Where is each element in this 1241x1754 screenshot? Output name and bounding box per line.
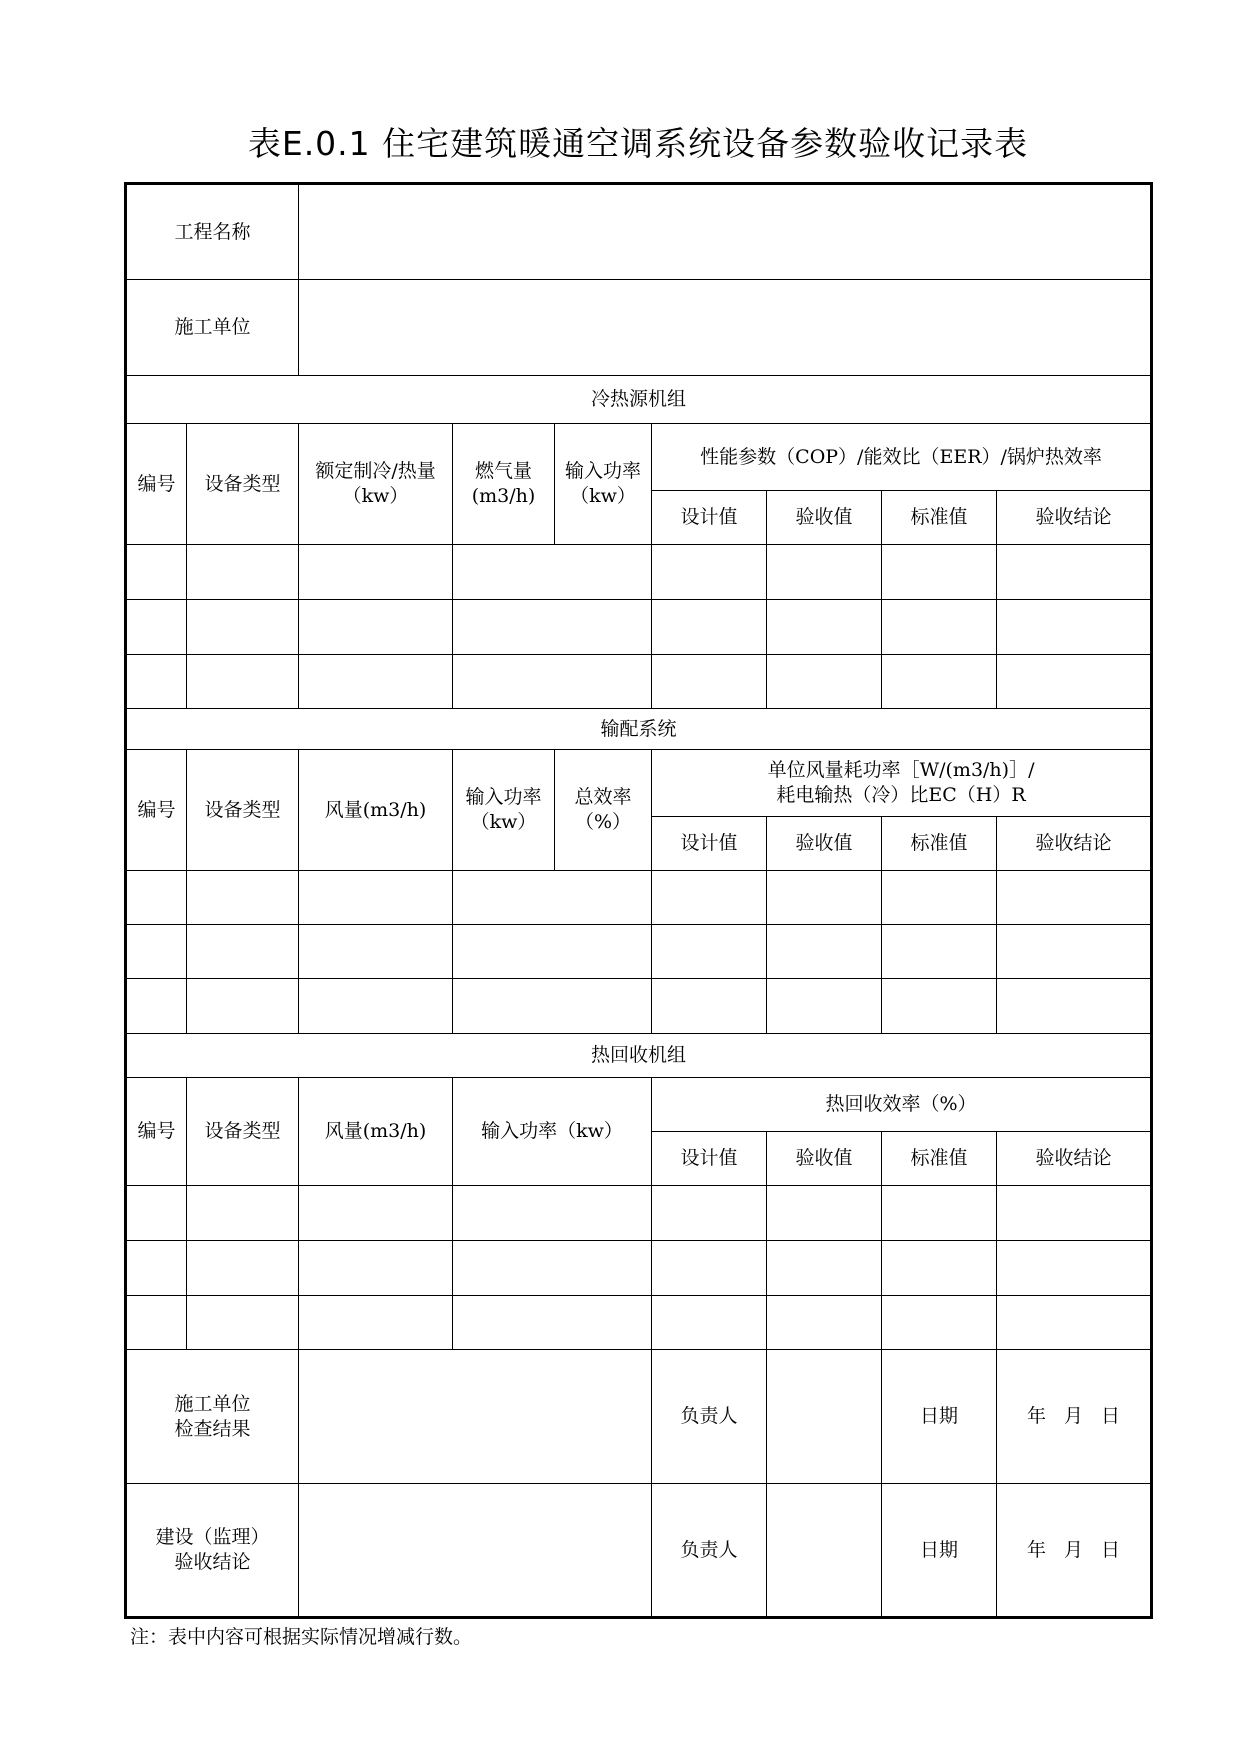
s2-sub-measured: 验收值 xyxy=(767,817,882,871)
supervisor-date-value[interactable]: 年 月 日 xyxy=(997,1484,1152,1618)
supervisor-person-value[interactable] xyxy=(767,1484,882,1618)
s1-sub-standard: 标准值 xyxy=(882,491,997,545)
table-row xyxy=(126,1241,1152,1296)
s2-col-performance: 单位风量耗功率［W/(m3/h)］/ 耗电输热（冷）比EC（H）R xyxy=(652,750,1152,817)
project-name-value[interactable] xyxy=(299,184,1152,280)
project-row xyxy=(126,184,1152,280)
supervisor-acceptance-result[interactable] xyxy=(299,1484,652,1618)
s3-sub-conclusion: 验收结论 xyxy=(997,1132,1152,1186)
s1-col-capacity: 额定制冷/热量 （kw） xyxy=(299,424,453,545)
s3-sub-measured: 验收值 xyxy=(767,1132,882,1186)
contractor-date-value[interactable]: 年 月 日 xyxy=(997,1350,1152,1484)
s2-col-efficiency: 总效率 （%） xyxy=(555,750,652,871)
s1-col-gas: 燃气量 (m3/h) xyxy=(453,424,555,545)
s1-col-type: 设备类型 xyxy=(187,424,299,545)
contractor-check-label: 施工单位 检查结果 xyxy=(126,1350,299,1484)
contractor-person-value[interactable] xyxy=(767,1350,882,1484)
table-row xyxy=(126,925,1152,979)
s3-col-type: 设备类型 xyxy=(187,1078,299,1186)
s3-col-airflow: 风量(m3/h) xyxy=(299,1078,453,1186)
section-heading-distribution-system: 输配系统 xyxy=(126,709,1152,750)
contractor-check-row xyxy=(126,1350,1152,1484)
contractor-value[interactable] xyxy=(299,280,1152,376)
s2-col-type: 设备类型 xyxy=(187,750,299,871)
table-row xyxy=(126,979,1152,1034)
contractor-person-label: 负责人 xyxy=(652,1350,767,1484)
s2-col-power: 输入功率 （kw） xyxy=(453,750,555,871)
table-row xyxy=(126,871,1152,925)
s2-sub-conclusion: 验收结论 xyxy=(997,817,1152,871)
table-row xyxy=(126,600,1152,655)
supervisor-date-label: 日期 xyxy=(882,1484,997,1618)
s3-col-no: 编号 xyxy=(126,1078,187,1186)
s3-sub-standard: 标准值 xyxy=(882,1132,997,1186)
s1-col-no: 编号 xyxy=(126,424,187,545)
s1-sub-measured: 验收值 xyxy=(767,491,882,545)
s3-col-performance: 热回收效率（%） xyxy=(652,1078,1152,1132)
table-row xyxy=(126,1186,1152,1241)
contractor-row xyxy=(126,280,1152,376)
section-heading-cold-heat-source: 冷热源机组 xyxy=(126,376,1152,424)
s3-col-power: 输入功率（kw） xyxy=(453,1078,652,1186)
contractor-label: 施工单位 xyxy=(126,280,299,376)
table-row xyxy=(126,1296,1152,1350)
supervisor-person-label: 负责人 xyxy=(652,1484,767,1618)
s1-sub-design: 设计值 xyxy=(652,491,767,545)
supervisor-acceptance-row xyxy=(126,1484,1152,1618)
table-row xyxy=(126,545,1152,600)
s1-sub-conclusion: 验收结论 xyxy=(997,491,1152,545)
table-row xyxy=(126,655,1152,709)
s3-sub-design: 设计值 xyxy=(652,1132,767,1186)
contractor-check-result[interactable] xyxy=(299,1350,652,1484)
acceptance-record-table xyxy=(124,182,1153,1619)
section-heading-heat-recovery: 热回收机组 xyxy=(126,1034,1152,1078)
s1-col-power: 输入功率 （kw） xyxy=(555,424,652,545)
contractor-date-label: 日期 xyxy=(882,1350,997,1484)
page-title: 表E.0.1 住宅建筑暖通空调系统设备参数验收记录表 xyxy=(247,124,1029,163)
s2-col-no: 编号 xyxy=(126,750,187,871)
s2-sub-design: 设计值 xyxy=(652,817,767,871)
s1-col-performance: 性能参数（COP）/能效比（EER）/锅炉热效率 xyxy=(652,424,1152,491)
supervisor-acceptance-label: 建设（监理） 验收结论 xyxy=(126,1484,299,1618)
s2-sub-standard: 标准值 xyxy=(882,817,997,871)
project-name-label: 工程名称 xyxy=(126,184,299,280)
footnote: 注：表中内容可根据实际情况增减行数。 xyxy=(130,1626,473,1648)
s2-col-airflow: 风量(m3/h) xyxy=(299,750,453,871)
